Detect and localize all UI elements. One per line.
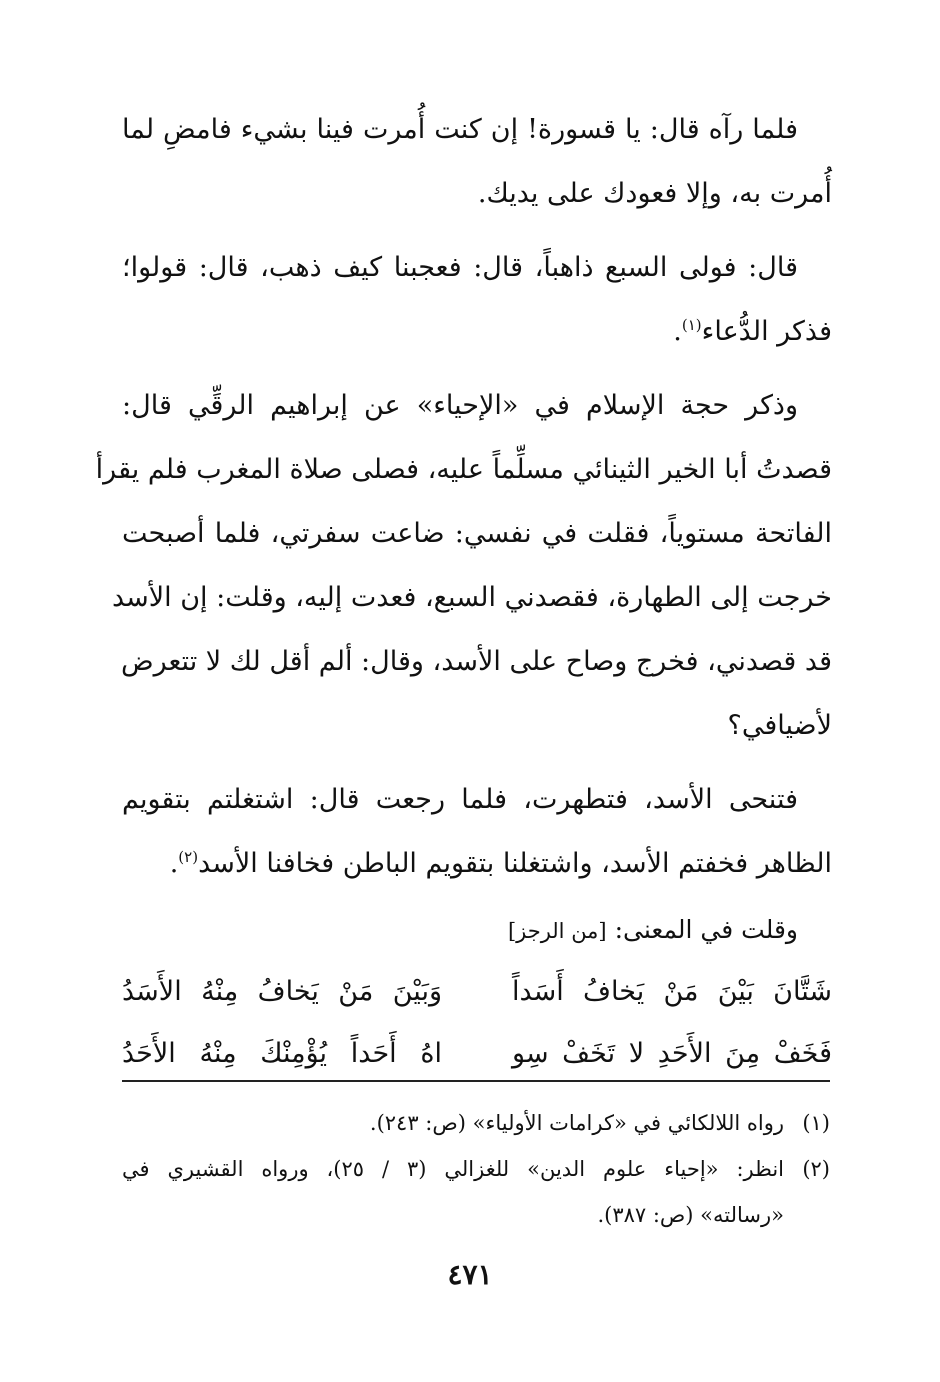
footnote-number: (٢) (802, 1157, 830, 1181)
verse-second-hemistich: اهُ أَحَداً يُؤْمِنْكَ مِنْهُ الأَحَدُ (122, 1038, 442, 1069)
paragraph-tail: . (673, 316, 682, 347)
footnote-text (122, 1146, 784, 1238)
paragraph-3 (95, 374, 832, 758)
footnote-marker: (٢) (178, 848, 199, 866)
verse-intro-text: وقلت في المعنى: (614, 915, 798, 944)
paragraph-line: خرجت إلى الطهارة، فقصدني السبع، فعدت إليه، وقلت: إن الأسد (111, 582, 832, 613)
verse-row (122, 961, 832, 1023)
paragraph-1 (122, 98, 832, 226)
verse-first-hemistich: فَخَفْ مِنَ الأَحَدِ لا تَخَفْ سِو (512, 1038, 832, 1069)
paragraph-line: لأضيافي؟ (727, 710, 832, 741)
page-body (95, 98, 832, 1085)
verse-row (122, 1023, 832, 1085)
paragraph-line: فتنحى الأسد، فتطهرت، فلما رجعت قال: اشتغلتم بتقويم (122, 784, 798, 815)
footnote-line: «رسالته» (ص: ٣٨٧). (597, 1203, 784, 1227)
footnote-item (122, 1146, 830, 1238)
footnote-number: (١) (802, 1111, 830, 1135)
paragraph-line: قصدتُ أبا الخير الثينائي مسلِّماً عليه، فصلى صلاة المغرب فلم يقرأ (95, 454, 832, 485)
paragraph-tail: . (169, 848, 179, 879)
footnote-item (122, 1100, 830, 1146)
verse-first-hemistich: شَتَّانَ بَيْنَ مَنْ يَخافُ أَسَداً (512, 976, 832, 1007)
paragraph-2 (122, 236, 832, 364)
paragraph-line: قد قصدني، فخرج وصاح على الأسد، وقال: ألم أقل لك لا تتعرض (120, 646, 832, 677)
paragraph-4 (122, 768, 832, 896)
footnote-divider (122, 1080, 830, 1082)
verse-second-hemistich: وَبَيْنَ مَنْ يَخافُ مِنْهُ الأَسَدُ (122, 976, 442, 1007)
paragraph-line (122, 832, 832, 896)
footnote-line: انظر: «إحياء علوم الدين» للغزالي (٣ / ٢٥)، ورواه القشيري في (122, 1157, 785, 1181)
paragraph-line: الفاتحة مستوياً، فقلت في نفسي: ضاعت سفرتي، فلما أصبحت (122, 518, 832, 549)
paragraph-line-text: فذكر الدُّعاء (701, 316, 832, 347)
footnote-line: رواه اللالكائي في «كرامات الأولياء» (ص: ٢٤٣). (369, 1111, 784, 1135)
footnote-text (122, 1100, 784, 1146)
verse-intro (122, 900, 832, 961)
verse-meter: [من الرجز] (507, 919, 607, 943)
paragraph-line-text: الظاهر فخفتم الأسد، واشتغلنا بتقويم الباطن فخافنا الأسد (198, 848, 832, 879)
footnotes (122, 1100, 830, 1238)
page-number: ٤٧١ (447, 1258, 493, 1291)
paragraph-line: قال: فولى السبع ذاهباً، قال: فعجبنا كيف ذهب، قال: قولوا؛ (122, 252, 798, 283)
paragraph-line: فلما رآه قال: يا قسورة! إن كنت أُمرت فينا بشيء فامضِ لما (122, 114, 798, 145)
footnote-marker: (١) (681, 316, 702, 334)
paragraph-line: أُمرت به، وإلا فعودك على يديك. (477, 178, 832, 209)
paragraph-line: وذكر حجة الإسلام في «الإحياء» عن إبراهيم الرقِّي قال: (122, 390, 798, 421)
paragraph-line (122, 300, 832, 364)
